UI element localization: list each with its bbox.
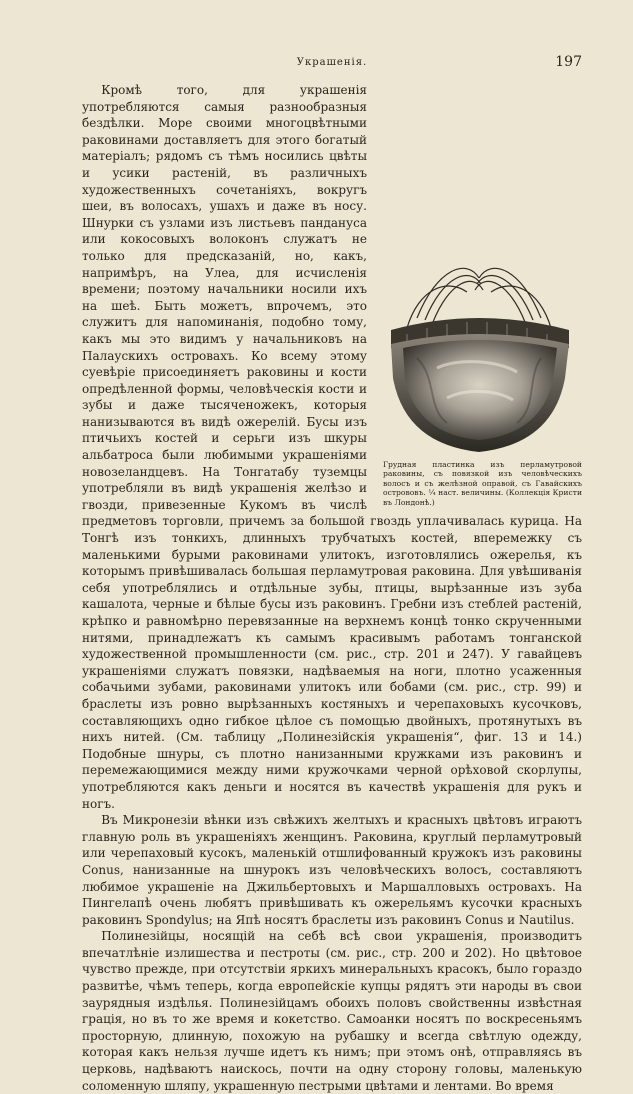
figure-breastplate [377, 248, 582, 507]
figure-caption [377, 460, 582, 507]
breastplate-illustration [377, 248, 582, 458]
page-number: 197 [555, 54, 582, 70]
caption-body: съ повязкой изъ человѣческихъ волосъ и съ желѣзной оправой, съ Гавайскихъ острововъ. [383, 469, 582, 498]
caption-title: Грудная пластинка изъ перламутровой раковины, [383, 460, 582, 479]
paragraph-polynesians: Полинезійцы, носящій на себѣ всѣ свои украшенія, производитъ впечатлѣніе излишества и пестроты (см. рис., стр. 200 и 202). Но цвѣтовое чувство прежде, при отсутствіи яркихъ минеральныхъ красокъ, было гораздо развитѣе, чѣмъ теперь, когда европейскіе купцы рядятъ эти народы въ свои заурядныя издѣлья. Полинезійцамъ обоихъ половъ свойственны извѣстная грація, но въ то же время и кокетство. Самоанки носятъ по воскресеньямъ просторную, длинную, похожую на рубашку и всегда свѣтлую одежду, которая какъ нельзя лучше идетъ къ нимъ; при этомъ онѣ, отправляясь въ церковь, надѣваютъ наискось, почти на одну сторону головы, маленькую соломенную шляпу, украшенную пестрыми цвѣтами и лентами. Во время [82, 929, 582, 1093]
body-text [82, 82, 582, 1094]
caption-scale: ¼ наст. величины. [428, 488, 504, 498]
paragraph-micronesia: Въ Микронезіи вѣнки изъ свѣжихъ желтыхъ и красныхъ цвѣтовъ играютъ главную роль въ украшеніяхъ женщинъ. Раковина, круглый перламутровый или черепаховый кусокъ, маленькій отшлифованный кружокъ изъ раковины Conus, нанизанные на шнурокъ изъ человѣческихъ волосъ, составляютъ любимое украшеніе на Джильбертовыхъ и Маршалловыхъ островахъ. На Пингелапѣ очень любятъ привѣшивать къ ожерельямъ кусочки красныхъ раковинъ Spondylus; на Япѣ носятъ браслеты изъ раковинъ Conus и Nautilus. [82, 813, 582, 927]
page-header [82, 54, 582, 74]
running-title: Украшенія. [296, 57, 368, 68]
caption-collection: (Коллекція Кристи въ Лондонѣ.) [383, 488, 582, 507]
paragraph-ornaments: Кромѣ того, для украшенія употребляются самыя разнообразныя бездѣлки. Море своими многоцвѣтными раковинами доставляетъ для этого богатый матеріалъ; рядомъ съ тѣмъ носились цвѣты и усики растеній, въ различныхъ художественныхъ сочетаніяхъ, вокругъ шеи, въ волосахъ, ушахъ и даже въ носу. Шнурки съ узлами изъ листьевъ пандануса или кокосовыхъ волоконъ служатъ не только для предсказаній, но, какъ, напримѣръ, на Улеа, для исчисленія времени; поэтому начальники носили ихъ на шеѣ. Быть можетъ, впрочемъ, это служитъ для напоминанія, подобно тому, какъ мы это видимъ у начальниковъ на Палаускихъ островахъ. Ко всему этому суевѣріе присоединяетъ раковины и кости опредѣленной формы, человѣческія кости и зубы и даже тысяченожекъ, которыя нанизываются въ видѣ ожерелій. Бусы изъ птичьихъ костей и серьги изъ шкуры альбатроса были любимыми украшеніями новозеландцевъ. На Тонгатабу туземцы употребляли въ видѣ украшенія желѣзо и гвозди, привезенные Кукомъ въ числѣ предметовъ торговли, причемъ за большой гвоздь уплачивалась курица. На Тонгѣ изъ тонкихъ, длинныхъ трубчатыхъ костей, вперемежку съ маленькими бурыми раковинами улитокъ, изготовлялись ожерелья, къ которымъ привѣшивалась большая перламутровая раковина. Для увѣшиванія себя употреблялись и отдѣльные зубы, птицы, вырѣзанные изъ зуба кашалота, черные и бѣлые бусы изъ раковинъ. Гребни изъ стеблей растеній, крѣпко и равномѣрно перевязанные на верхнемъ концѣ тонко скрученными нитями, принадлежатъ къ самымъ красивымъ работамъ тонганской художественной промышленности (см. рис., стр. 201 и 247). У гавайцевъ украшеніями служатъ повязки, надѣваемыя на ноги, плотно усаженныя собачьими зубами, раковинами улитокъ или бобами (см. рис., стр. 99) и браслеты изъ ровно вырѣзанныхъ костяныхъ и черепаховыхъ кусочковъ, составляющихъ одно гибкое цѣлое съ помощью двойныхъ, протянутыхъ въ нихъ нитей. (См. таблицу „Полинезійскія украшенія“, фиг. 13 и 14.) Подобные шнуры, съ плотно нанизанными кружками изъ раковинъ и перемежающимися между ними кружочками черной орѣховой скорлупы, употребляются какъ деньги и носятся въ качествѣ украшенія для рукъ и ногъ. [82, 83, 582, 811]
